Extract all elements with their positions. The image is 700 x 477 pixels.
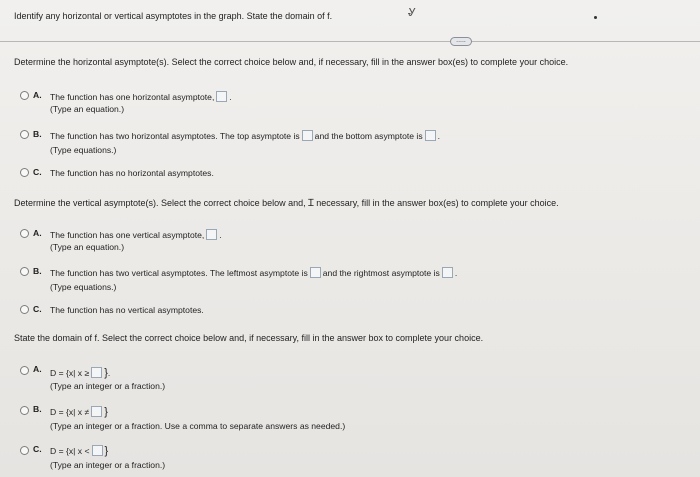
h-option-b-bottom-box[interactable] bbox=[425, 130, 436, 141]
d-option-b-letter: B. bbox=[33, 404, 42, 414]
v-option-c-radio[interactable] bbox=[20, 305, 29, 314]
marker-dot bbox=[594, 16, 597, 19]
d-option-a-expr: D = {x| x ≥ }. bbox=[50, 367, 111, 379]
h-option-a-text: The function has one horizontal asymptote, . bbox=[50, 92, 232, 102]
h-option-a-hint: (Type an equation.) bbox=[50, 104, 125, 114]
v-option-b-right-box[interactable] bbox=[442, 267, 453, 278]
d-option-a-letter: A. bbox=[33, 364, 42, 374]
d-option-b-answer-box[interactable] bbox=[91, 406, 102, 417]
horizontal-asymptote-prompt: Determine the horizontal asymptote(s). Select the correct choice below and, if necessary, fill in the answer box(es) to complete your choice. bbox=[14, 57, 569, 67]
vertical-asymptote-prompt bbox=[14, 195, 559, 209]
text-cursor-icon: Ꮍ bbox=[408, 7, 417, 19]
v-option-b-text: The function has two vertical asymptotes. The leftmost asymptote is and the rightmost asymptote is . bbox=[50, 268, 458, 278]
d-option-a-label: D = {x| x ≥ bbox=[50, 368, 90, 378]
v-option-b-left-box[interactable] bbox=[310, 267, 321, 278]
h-option-b-top-box[interactable] bbox=[302, 130, 313, 141]
d-option-b-label: D = {x| x ≠ bbox=[50, 407, 90, 417]
h-option-b-label2: and the bottom asymptote is bbox=[314, 131, 423, 141]
v-option-b-hint: (Type equations.) bbox=[50, 282, 117, 292]
v-option-a-hint: (Type an equation.) bbox=[50, 242, 125, 252]
h-option-b-text: The function has two horizontal asymptotes. The top asymptote is and the bottom asymptote is . bbox=[50, 131, 441, 141]
d-option-b-expr bbox=[50, 406, 108, 418]
d-option-b-close-brace: } bbox=[104, 406, 108, 418]
h-option-c-letter: C. bbox=[33, 167, 42, 177]
question-header: Identify any horizontal or vertical asymptotes in the graph. State the domain of f. bbox=[14, 11, 333, 21]
vertical-prompt-part2: necessary, fill in the answer box(es) to complete your choice. bbox=[316, 198, 559, 208]
d-option-b-hint: (Type an integer or a fraction. Use a comma to separate answers as needed.) bbox=[50, 421, 346, 431]
more-button[interactable]: ..... bbox=[450, 37, 472, 46]
d-option-b-radio[interactable] bbox=[20, 406, 29, 415]
d-option-c-radio[interactable] bbox=[20, 446, 29, 455]
h-option-a-letter: A. bbox=[33, 90, 42, 100]
d-option-c-label: D = {x| x < bbox=[50, 446, 90, 456]
v-option-a-text: The function has one vertical asymptote, . bbox=[50, 230, 222, 240]
v-option-b-label1: The function has two vertical asymptotes. The leftmost asymptote is bbox=[50, 268, 308, 278]
h-option-c-text: The function has no horizontal asymptotes. bbox=[50, 168, 214, 178]
d-option-c-letter: C. bbox=[33, 444, 42, 454]
h-option-a-answer-box[interactable] bbox=[216, 91, 227, 102]
section-divider bbox=[0, 41, 700, 42]
h-option-b-letter: B. bbox=[33, 129, 42, 139]
d-option-a-answer-box[interactable] bbox=[91, 367, 102, 378]
v-option-b-letter: B. bbox=[33, 266, 42, 276]
v-option-c-letter: C. bbox=[33, 304, 42, 314]
h-option-a-radio[interactable] bbox=[20, 91, 29, 100]
domain-prompt: State the domain of f. Select the correct choice below and, if necessary, fill in the answer box to complete your choice. bbox=[14, 333, 484, 343]
d-option-a-radio[interactable] bbox=[20, 366, 29, 375]
v-option-a-radio[interactable] bbox=[20, 229, 29, 238]
v-option-b-label2: and the rightmost asymptote is bbox=[322, 268, 440, 278]
h-option-b-hint: (Type equations.) bbox=[50, 145, 117, 155]
d-option-a-close-brace: } bbox=[104, 367, 108, 379]
v-option-a-answer-box[interactable] bbox=[206, 229, 217, 240]
text-cursor-icon: Ɪ bbox=[308, 198, 314, 209]
h-option-c-radio[interactable] bbox=[20, 168, 29, 177]
vertical-prompt-part1: Determine the vertical asymptote(s). Select the correct choice below and, bbox=[14, 198, 306, 208]
v-option-a-letter: A. bbox=[33, 228, 42, 238]
h-option-a-label: The function has one horizontal asymptote, bbox=[50, 92, 215, 102]
h-option-b-label1: The function has two horizontal asymptotes. The top asymptote is bbox=[50, 131, 300, 141]
v-option-a-label: The function has one vertical asymptote, bbox=[50, 230, 205, 240]
h-option-b-radio[interactable] bbox=[20, 130, 29, 139]
v-option-c-text: The function has no vertical asymptotes. bbox=[50, 305, 204, 315]
v-option-b-radio[interactable] bbox=[20, 267, 29, 276]
d-option-c-expr bbox=[50, 445, 108, 457]
d-option-c-answer-box[interactable] bbox=[92, 445, 103, 456]
d-option-c-close-brace: } bbox=[104, 445, 109, 457]
d-option-a-hint: (Type an integer or a fraction.) bbox=[50, 381, 166, 391]
d-option-c-hint: (Type an integer or a fraction.) bbox=[50, 460, 166, 470]
